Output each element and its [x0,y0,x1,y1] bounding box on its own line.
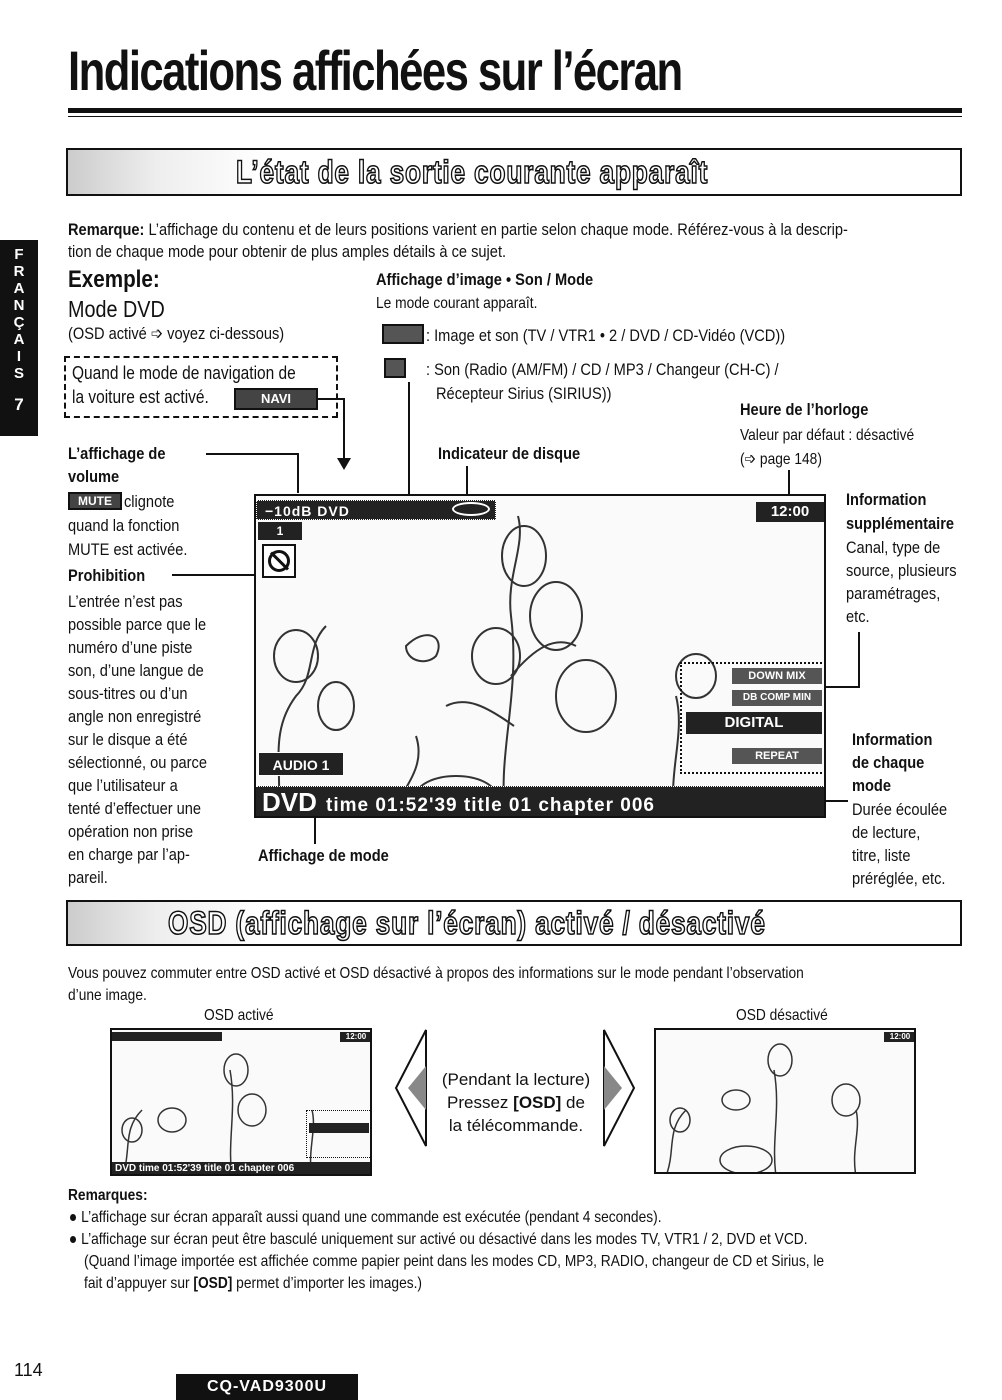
bullet-icon [70,1236,76,1243]
remark-line2: tion de chaque mode pour obtenir de plus amples détails à ce sujet. [68,242,507,261]
repeat-indicator: REPEAT [732,748,822,764]
small-extra-box [306,1110,372,1158]
sound-desc-line2: Récepteur Sirius (SIRIUS)) [436,384,612,403]
page-number: 114 [14,1360,43,1380]
prohibition-desc-line: pareil. [68,868,108,887]
digital-indicator: DIGITAL [686,712,822,734]
prohibition-desc-line: sous-titres ou d’un [68,684,188,703]
remark-label: Remarque: [68,220,145,239]
remarks-item2-line3-post: permet d’importer les images.) [232,1275,423,1292]
extra-desc-line: Canal, type de [846,538,941,557]
image-sound-title: Affichage d’image • Son / Mode [376,270,594,289]
clock-title: Heure de l’horloge [740,400,869,419]
mode-display-label: Affichage de mode [258,846,389,865]
side-tab-letter: I [16,348,22,365]
image-sound-sub: Le mode courant apparaît. [376,295,538,312]
osd-instruction-line1: (Pendant la lecture) [441,1070,591,1089]
prohibition-desc-line: son, d’une langue de [68,661,204,680]
nav-note-line1: Quand le mode de navigation de [72,363,296,383]
remarks-osd-key: [OSD] [193,1275,233,1292]
extra-desc-line: etc. [846,607,870,626]
prohibition-title: Prohibition [68,566,146,585]
mode-info-title [852,728,946,797]
extra-desc [846,536,975,628]
sound-desc-line1: : Son (Radio (AM/FM) / CD / MP3 / Changeur (CH-C) / [426,360,779,379]
small-status-bar: DVD time 01:52'39 title 01 chapter 006 [112,1162,370,1176]
osd-key: [OSD] [513,1093,562,1112]
remark-text: L’affichage du contenu et de leurs positions varient en partie selon chaque mode. Référez-vous à la descrip- [144,220,848,239]
disc-indicator-label: Indicateur de disque [438,444,581,463]
image-sound-desc: : Image et son (TV / VTR1 • 2 / DVD / CD-Vidéo (VCD)) [426,326,786,345]
volume-title-2: volume [68,467,120,486]
remarks-item2-line2: (Quand l’image importée est affichée comme papier peint dans les modes CD, MP3, RADIO, changeur de CD et Sirius, le [84,1253,825,1270]
example-note: (OSD activé ➩ voyez ci-dessous) [68,324,285,343]
language-side-tab [0,240,38,436]
osd-top-bar: −10dB DVD [256,500,496,520]
remarks-item2-line3-pre: fait d’appuyer sur [84,1275,194,1292]
example-mode: Mode DVD [68,296,165,322]
volume-desc: clignote [124,492,175,511]
bullet-icon [70,1214,76,1221]
small-digital-bar [309,1123,369,1133]
mute-icon: MUTE [68,492,122,510]
side-tab-letter: F [14,246,24,263]
extra-desc-line: paramétrages, [846,584,941,603]
prohibition-desc-line: que l’utilisateur a [68,776,178,795]
mode-info-desc-line: Durée écoulée [852,800,948,819]
osd-instruction [436,1068,596,1137]
section2-desc-line1: Vous pouvez commuter entre OSD activé et OSD désactivé à propos des informations sur le mode pendant l’observation [68,965,804,982]
osd-instruction-pre: Pressez [447,1093,514,1112]
remarks-label: Remarques: [68,1187,148,1204]
mode-status: time 01:52'39 title 01 chapter 006 [326,795,655,816]
small-clock: 12:00 [884,1032,916,1042]
side-tab-letter: S [13,365,24,382]
extra-title-1: Information [846,490,927,509]
connector-line [206,453,298,455]
mode-info-desc-line: de lecture, [852,823,921,842]
prohibition-icon-box [262,544,296,578]
disc-icon [452,502,490,516]
image-sound-icon [382,324,424,344]
osd-instruction-line2 [436,1091,596,1114]
prohibition-desc-line: opération non prise [68,822,194,841]
left-bracket-icon [392,1028,430,1148]
volume-desc: quand la fonction [68,516,180,535]
right-bracket-icon [600,1028,638,1148]
clock-ref: (➩ page 148) [740,451,822,468]
downmix-indicator: DOWN MIX [732,668,822,684]
remarks-item1 [70,1206,662,1229]
section1-heading: L’état de la sortie courante apparaît [236,154,709,190]
prohibition-desc-line: sélectionné, ou parce [68,753,207,772]
remarks-item1-text: L’affichage sur écran apparaît aussi quand une commande est exécutée (pendant 4 secondes). [81,1209,662,1226]
dbcomp-indicator: DB COMP MIN [732,690,822,706]
mode-info-title-line: Information [852,730,933,749]
small-clock: 12:00 [340,1032,372,1042]
connector-line [466,466,468,494]
section1-banner [66,148,962,196]
volume-desc: MUTE est activée. [68,540,188,559]
connector-line [343,398,345,460]
side-tab-letter: N [13,297,25,314]
page-title: Indications affichées sur l’écran [68,39,682,102]
connector-line [172,574,254,576]
osd-on-label: OSD activé [204,1007,274,1024]
side-tab-letter: A [13,280,25,297]
arrow-down-icon [337,458,351,470]
mode-word: DVD [262,787,317,817]
example-label: Exemple: [68,266,160,293]
side-tab-number: 7 [14,395,24,414]
mode-info-desc-line: préréglée, etc. [852,869,946,888]
mode-status-bar [256,786,824,816]
side-tab-letter: Ç [13,314,25,331]
prohibition-desc-line: angle non enregistré [68,707,202,726]
small-top-bar [112,1032,222,1041]
osd-instruction-line3: la télécommande. [448,1116,584,1135]
prohibition-desc-line: possible parce que le [68,615,207,634]
connector-line [826,686,860,688]
extra-title-2: supplémentaire [846,514,955,533]
remark-line1 [68,218,848,241]
section2-desc-line2: d’une image. [68,987,147,1004]
osd-instruction-post: de [561,1093,585,1112]
audio-indicator: AUDIO 1 [258,752,344,776]
connector-line [788,470,790,494]
section2-banner [66,900,962,946]
connector-line [314,818,316,844]
connector-line [408,382,410,494]
sound-icon [384,358,406,378]
side-tab-letter: A [13,331,25,348]
title-rule [68,108,962,113]
osd-clock: 12:00 [756,502,824,522]
side-tab-letter: R [13,263,25,280]
prohibition-desc-line: numéro d’une piste [68,638,193,657]
section2-heading: OSD (affichage sur l’écran) activé / désactivé [168,905,766,941]
prohibition-desc [68,590,230,889]
title-rule-thin [68,116,962,117]
clock-default: Valeur par défaut : désactivé [740,427,915,444]
remarks-item2-line3 [84,1272,422,1295]
flower-scene-small [656,1030,916,1174]
volume-title-1: L’affichage de [68,444,166,463]
nav-note-line2: la voiture est activé. [72,387,209,407]
angle-indicator: 1 [258,522,302,540]
connector-line [297,453,299,493]
mode-info-title-line: de chaque [852,753,925,772]
mode-info-desc-line: titre, liste [852,846,911,865]
connector-line [826,800,848,802]
navi-icon: NAVI [234,388,318,410]
prohibition-desc-line: L’entrée n’est pas [68,592,183,611]
dvd-screen [254,494,826,818]
osd-off-screen [654,1028,916,1174]
mode-info-desc [852,798,963,890]
connector-line [858,632,860,688]
prohibition-desc-line: en charge par l’ap- [68,845,190,864]
prohibition-desc-line: sur le disque a été [68,730,188,749]
osd-off-label: OSD désactivé [736,1007,828,1024]
remarks-item2-line1 [70,1228,808,1251]
connector-line [318,398,344,400]
mode-info-title-line: mode [852,776,891,795]
remarks-item2-text: L’affichage sur écran peut être basculé uniquement sur activé ou désactivé dans les modes TV, VTR1 / 2, DVD et VCD. [81,1231,808,1248]
osd-on-screen [110,1028,372,1176]
prohibition-desc-line: tenté d’effectuer une [68,799,202,818]
extra-desc-line: source, plusieurs [846,561,957,580]
model-badge: CQ-VAD9300U [176,1374,358,1400]
